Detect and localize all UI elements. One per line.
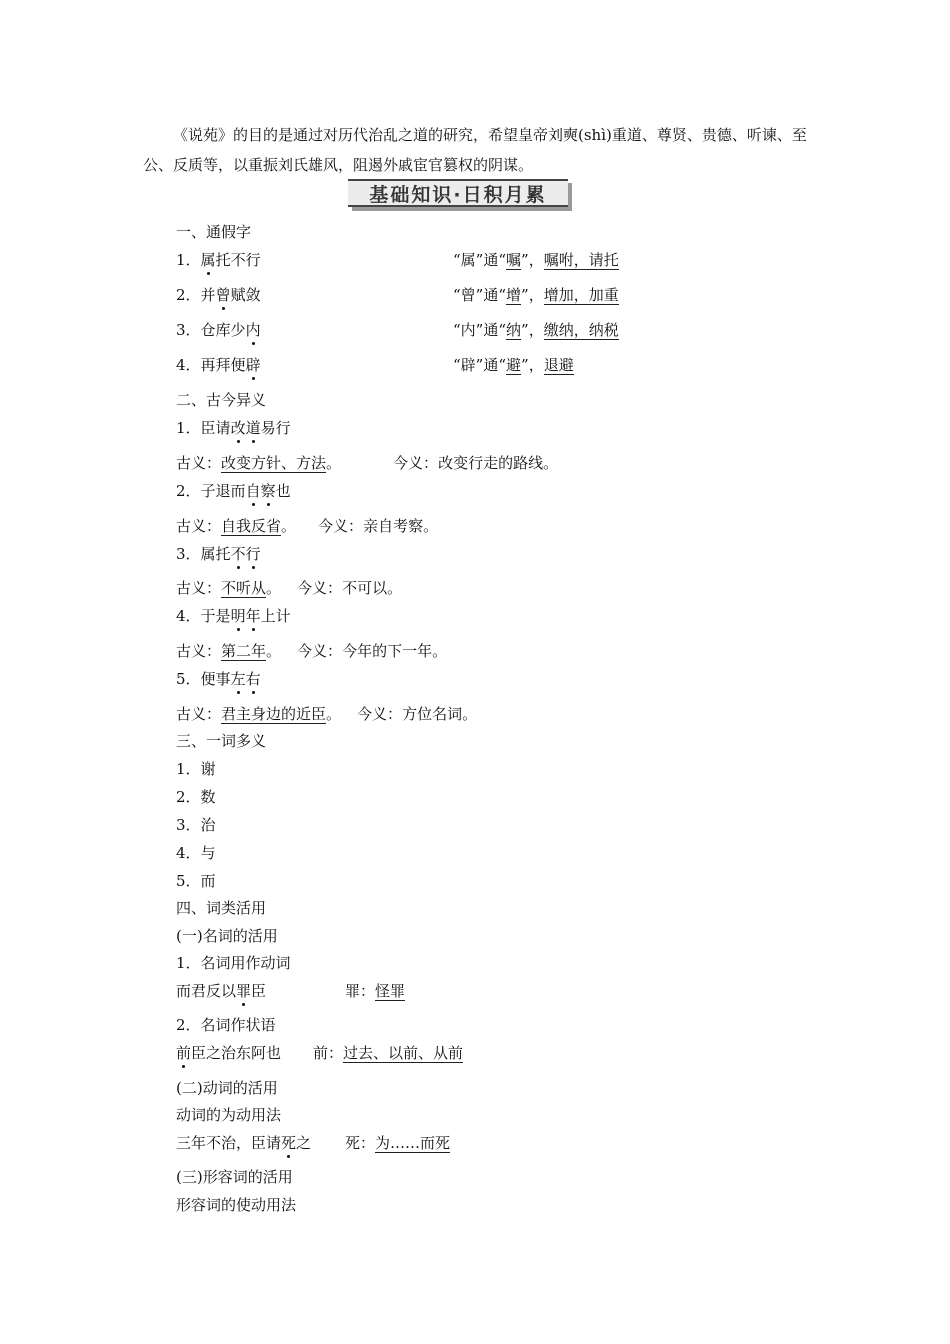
emphasis-chars: [231, 670, 261, 688]
emphasis-char: 行: [245, 545, 261, 563]
subheading-verb-weidong: 动词的为动用法: [176, 1106, 282, 1124]
gujin-item-3: 3．属托不行: [176, 545, 261, 563]
tongjia-answer-2: “曾”通“增”，增加，加重: [453, 286, 619, 304]
gujin-meaning-1: 古义：改变方针、方法。 今义：改变行走的路线。: [176, 454, 559, 472]
example-1: 而君反以罪臣: [176, 982, 267, 1000]
example-3-answer: 死：为……而死: [345, 1134, 451, 1152]
emphasis-char: 曾: [215, 286, 231, 304]
tongjia-answer-1: “属”通“嘱”，嘱咐，请托: [453, 251, 619, 269]
heading-gujinyiyi: 二、古今异义: [176, 391, 267, 409]
emphasis-char: 内: [245, 321, 261, 339]
gujin-meaning-5: 古义：君主身边的近臣。 今义：方位名词。: [176, 705, 478, 723]
emphasis-char: 不: [230, 545, 246, 563]
emphasis-char: 死: [281, 1134, 297, 1152]
emphasis-char: 察: [260, 482, 276, 500]
gujin-item-2: 2．子退而自察也: [176, 482, 291, 500]
tongjia-answer-4: “辟”通“避”，退避: [453, 356, 574, 374]
heading-cileihuoyong: 四、词类活用: [176, 899, 267, 917]
emphasis-char: 改: [230, 419, 246, 437]
emphasis-char: 右: [245, 670, 261, 688]
tongjia-item-1: 1．属托不行: [176, 251, 261, 269]
emphasis-char: 年: [245, 607, 261, 625]
duoyi-item-5: 5．而: [176, 872, 216, 890]
subheading-noun-as-verb: 1．名词用作动词: [176, 954, 291, 972]
gujin-meaning-2: 古义：自我反省。 今义：亲自考察。: [176, 517, 439, 535]
example-1-answer: 罪：怪罪: [345, 982, 406, 1000]
emphasis-char: 自: [245, 482, 261, 500]
subheading-noun-as-adverbial: 2．名词作状语: [176, 1016, 276, 1034]
duoyi-item-3: 3．治: [176, 816, 216, 834]
gujin-item-4: 4．于是明年上计: [176, 607, 291, 625]
subheading-adjective-usage: (三)形容词的活用: [176, 1168, 293, 1186]
subheading-noun-usage: (一)名词的活用: [176, 927, 278, 945]
duoyi-item-2: 2．数: [176, 788, 216, 806]
example-3: 三年不治，臣请死之: [176, 1134, 312, 1152]
example-2-answer: 前：过去、以前、从前: [313, 1044, 464, 1062]
subheading-adjective-causative: 形容词的使动用法: [176, 1196, 297, 1214]
gujin-meaning-4: 古义：第二年。 今义：今年的下一年。: [176, 642, 448, 660]
emphasis-char: 道: [245, 419, 261, 437]
emphasis-char: 辟: [245, 356, 261, 374]
banner-title: 基础知识·日积月累: [369, 183, 547, 206]
banner-box: [348, 179, 568, 207]
emphasis-chars: [246, 482, 276, 500]
emphasis-char: 左: [230, 670, 246, 688]
tongjia-answer-3: “内”通“纳”，缴纳，纳税: [453, 321, 619, 339]
emphasis-char: 属: [200, 251, 216, 269]
tongjia-item-4: 4．再拜便辟: [176, 356, 261, 374]
duoyi-item-1: 1．谢: [176, 760, 216, 778]
example-2: 前臣之治东阿也: [176, 1044, 282, 1062]
gujin-meaning-3: 古义：不听从。 今义：不可以。: [176, 579, 403, 597]
emphasis-chars: [231, 545, 261, 563]
intro-paragraph: 《说苑》的目的是通过对历代治乱之道的研究，希望皇帝刘奭(shì)重道、尊贤、贵德、听谏、至公、反质等，以重振刘氏雄风，阻遏外戚宦官篡权的阴谋。: [143, 126, 807, 174]
tongjia-item-2: 2．并曾赋敛: [176, 286, 261, 304]
emphasis-chars: [231, 419, 261, 437]
emphasis-char: 罪: [236, 982, 252, 1000]
gujin-item-5: 5．便事左右: [176, 670, 261, 688]
heading-tongjiazi: 一、通假字: [176, 223, 252, 241]
emphasis-chars: [231, 607, 261, 625]
section-banner: [348, 179, 572, 211]
emphasis-char: 明: [230, 607, 246, 625]
duoyi-item-4: 4．与: [176, 844, 216, 862]
gujin-item-1: 1．臣请改道易行: [176, 419, 291, 437]
subheading-verb-usage: (二)动词的活用: [176, 1079, 278, 1097]
emphasis-char: 前: [176, 1044, 192, 1062]
heading-yiciduoyi: 三、一词多义: [176, 732, 267, 750]
tongjia-item-3: 3．仓库少内: [176, 321, 261, 339]
